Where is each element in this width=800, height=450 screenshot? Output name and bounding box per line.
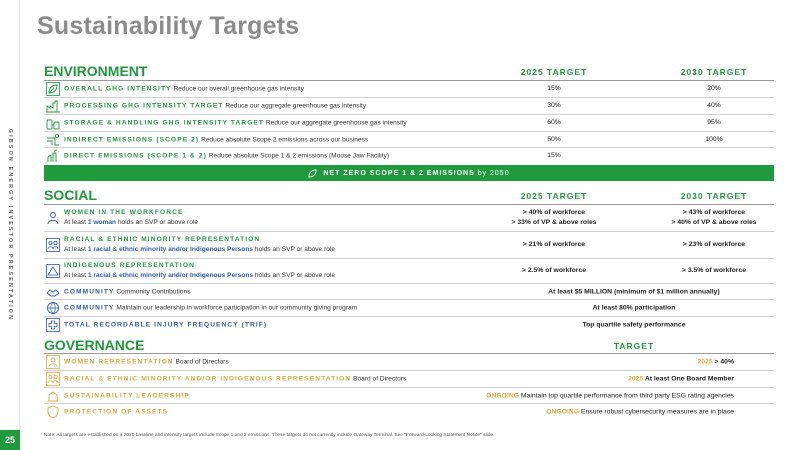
gov-desc: Board of Directors: [175, 358, 229, 366]
sidebar-text: GIBSON ENERGY INVESTOR PRESENTATION: [7, 128, 13, 322]
gov-cat: WOMEN REPRESENTATION: [64, 358, 174, 366]
soc-desc-highlight: 1 racial & ethnic minority and/or Indigenous Persons: [87, 272, 254, 279]
gov-cat: SUSTAINABILITY LEADERSHIP: [64, 392, 190, 399]
leaf-icon: [308, 169, 317, 178]
soc-row-women: [44, 205, 774, 232]
env-desc: Reduce our overall greenhouse gas intensity: [173, 85, 304, 93]
gov-cat: PROTECTION OF ASSETS: [64, 408, 169, 416]
env-desc: Reduce our aggregate greenhouse gas intensity: [225, 102, 367, 110]
soc-desc: Maintain our leadership in workforce participation in our community giving program: [116, 304, 358, 312]
social-title: SOCIAL: [44, 187, 97, 203]
env-row-storage: [44, 115, 774, 132]
env-col-2030: 2030 TARGET: [680, 67, 748, 77]
gov-row-racial: [44, 371, 774, 388]
soc-wide-value: At least 80% participation: [592, 304, 676, 312]
gov-tag: 2025: [628, 375, 644, 383]
gov-tag: 2025: [697, 358, 713, 366]
soc-col-2030: 2030 TARGET: [680, 191, 748, 201]
env-2025-value: 15%: [547, 152, 561, 159]
env-cat: INDIRECT EMISSIONS (SCOPE 2): [64, 136, 200, 143]
gov-value: At least One Board Member: [643, 375, 734, 383]
gov-value: Ensure robust cybersecurity measures are in place: [579, 408, 734, 416]
env-2030-value: 40%: [707, 102, 721, 109]
env-row-direct: [44, 148, 774, 164]
net-zero-banner: [44, 165, 774, 181]
soc-col-2025: 2025 TARGET: [520, 191, 588, 201]
gov-target: [444, 376, 774, 383]
gov-row-leadership: [44, 388, 774, 404]
sidebar-divider: [19, 0, 20, 450]
safety-cross-icon: [46, 318, 60, 332]
soc-desc-highlight: 1 racial & ethnic minority and/or Indigenous Persons: [87, 246, 254, 253]
soc-row-racial: [44, 232, 774, 259]
gov-row-women: [44, 354, 774, 371]
soc-2025-a: > 40% of workforce: [522, 209, 586, 216]
env-row-indirect: [44, 132, 774, 148]
governance-title: GOVERNANCE: [44, 337, 145, 353]
soc-2025-value: [494, 208, 614, 228]
soc-desc-pre: At least: [64, 219, 88, 226]
gov-target: [444, 392, 774, 399]
env-2030-value: 95%: [707, 119, 721, 126]
environment-title: ENVIRONMENT: [44, 63, 148, 79]
soc-wide-value: At least $5 MILLION (minimum of $1 million annually): [548, 288, 720, 295]
page-number: 25: [0, 430, 20, 450]
leadership-icon: [46, 389, 60, 403]
soc-row-community-contrib: [44, 284, 774, 300]
storage-tanks-icon: [46, 116, 60, 130]
soc-desc-post: holds an SVP or above role: [253, 246, 336, 253]
net-zero-rest: by 2050: [477, 169, 510, 177]
env-2025-value: 50%: [547, 135, 561, 143]
soc-wide-value: Top quartile safety performance: [582, 321, 686, 329]
env-2030-value: 20%: [707, 85, 721, 92]
community-icon: [46, 264, 60, 278]
soc-cat: WOMEN IN THE WORKFORCE: [64, 209, 184, 216]
soc-2030-value: > 23% of workforce: [682, 241, 746, 248]
gov-row-protection: [44, 404, 774, 420]
gov-cat: RACIAL & ETHNIC MINORITY AND/OR INDIGENOUS REPRESENTATION: [64, 375, 352, 383]
soc-cat: RACIAL & ETHNIC MINORITY REPRESENTATION: [64, 236, 261, 243]
env-cat: STORAGE & HANDLING GHG INTENSITY TARGET: [64, 119, 265, 127]
factory-icon: [46, 99, 60, 113]
env-desc: Reduce absolute Scope 2 emissions across our business: [201, 136, 369, 143]
soc-desc: Community Contributions: [116, 288, 191, 295]
sidebar: [0, 0, 20, 450]
shield-icon: [46, 405, 60, 419]
env-2030-value: 100%: [705, 135, 723, 143]
net-zero-bold: NET ZERO SCOPE 1 & 2 EMISSIONS: [323, 169, 475, 177]
soc-desc-highlight: 1 woman: [87, 219, 117, 226]
env-cat: OVERALL GHG INTENSITY: [64, 85, 172, 93]
emissions-icon: [46, 149, 60, 163]
soc-desc-post: holds an SVP or above role: [253, 272, 336, 279]
person-icon: [46, 211, 60, 225]
soc-cat: COMMUNITY: [64, 288, 115, 295]
pipeline-icon: [46, 133, 60, 147]
env-2025-value: 15%: [547, 85, 561, 92]
gov-value: > 40%: [712, 358, 734, 366]
soc-cat: TOTAL RECORDABLE INJURY FREQUENCY (TRIF): [64, 321, 268, 329]
people-icon: [46, 355, 60, 369]
soc-2030-value: [654, 208, 774, 228]
env-col-2025: 2025 TARGET: [520, 67, 588, 77]
footnote: Note: All targets are established on a 2020 baseline and intensity targets include Scope 1 and 2 emissions. These targets do not currently include Gateway Terminal. See "Forward-Looking Statement Notice" slide.: [44, 433, 495, 438]
soc-desc-pre: At least: [64, 246, 88, 253]
soc-2025-value: > 21% of workforce: [522, 241, 586, 248]
env-desc: Reduce absolute Scope 1 & 2 emissions (Moose Jaw Facility): [208, 152, 390, 160]
env-cat: PROCESSING GHG INTENSITY TARGET: [64, 102, 224, 110]
gov-target: [444, 409, 774, 416]
env-cat: DIRECT EMISSIONS (SCOPE 1 & 2): [64, 152, 207, 160]
soc-cat: COMMUNITY: [64, 304, 115, 312]
soc-cat: INDIGENOUS REPRESENTATION: [64, 262, 195, 269]
people-diverse-icon: [46, 372, 60, 386]
soc-desc-pre: At least: [64, 272, 88, 279]
env-2025-value: 30%: [547, 102, 561, 109]
gov-tag: ONGOING: [546, 408, 580, 416]
globe-people-icon: [46, 301, 60, 315]
soc-row-indigenous: [44, 259, 774, 284]
leaf-icon: [46, 82, 60, 96]
soc-row-trif: [44, 317, 774, 333]
env-row-processing: [44, 98, 774, 115]
handshake-icon: [46, 285, 60, 299]
soc-2030-value: > 3.5% of workforce: [681, 267, 747, 274]
gov-desc: Board of Directors: [353, 375, 407, 383]
people-diverse-icon: [46, 238, 60, 252]
gov-target: [444, 359, 774, 366]
env-desc: Reduce our aggregate greenhouse gas intensity: [265, 119, 407, 127]
env-2025-value: 60%: [547, 119, 561, 126]
soc-desc-post: holds an SVP or above role: [116, 219, 199, 226]
soc-row-community-participation: [44, 300, 774, 317]
soc-2025-b: > 33% of VP & above roles: [511, 219, 597, 226]
soc-2030-a: > 43% of workforce: [682, 209, 746, 216]
soc-2025-value: > 2.5% of workforce: [521, 267, 587, 274]
gov-col-target: TARGET: [613, 341, 655, 351]
page-title: Sustainability Targets: [37, 12, 300, 40]
env-row-overall-ghg: [44, 81, 774, 98]
gov-value: Maintain top quartile performance from third party ESG rating agencies: [519, 392, 734, 399]
soc-2030-b: > 40% of VP & above roles: [671, 219, 757, 226]
gov-tag: ONGOING: [486, 392, 520, 399]
